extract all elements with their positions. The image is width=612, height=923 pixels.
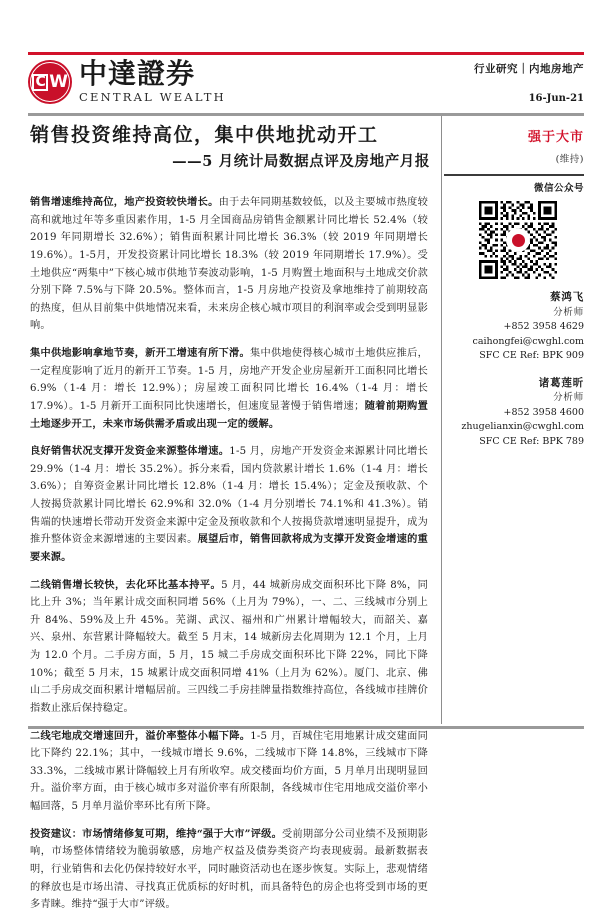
paragraph-text: 5 月，44 城新房成交面积环比下降 8%，同比上升 3%；当年累计成交面积同增 56%（上月为 79%），一、二、三线城市分别上升 84%、59%及上升 45%。芜湖、武汉、福州和广州累计增幅较大，而韶关、嘉兴、泉州、东营累计降幅较大。截至 5 月末，14 城新房去化周期为 12.1 个月，上月为 12.0 个月。二手房方面，5 月，15 城二手房成交面积环比下降 22%，同比下降 10%；截至 5 月末，15 城累计成交面积同增 41%（上月为 62%）。厦门、北京、佛山二手房成交面积累计增幅居前。三四线二手房挂牌量指数维持高位，各线城市挂牌价指数止涨后保持稳定。 <box>30 579 428 714</box>
body-paragraph <box>30 577 428 718</box>
qr-code-wrap <box>452 201 584 279</box>
rating-note: (维持) <box>555 154 584 165</box>
analyst-phone[interactable]: +852 3958 4600 <box>503 406 584 418</box>
body-paragraph <box>30 194 428 335</box>
brand-name-cn: 中達證券 <box>79 57 196 90</box>
paragraph-text: 受前期部分公司业绩不及预期影响，市场整体情绪较为脆弱敏感，房地产权益及债券类资产均表现疲弱。最新数据表明，行业销售和去化仍保持较好水平，同时融资活动也在逐步恢复。实际上，悲观情绪的释放也是市场出清、寻找真正优质标的好时机，而具备特色的房企也将受到市场的更多青睐。维持“强于大市”评级。 <box>30 828 428 911</box>
paragraph-text: 集中供地使得核心城市土地供应推后，一定程度影响了近月的新开工节奏。1-5 月，房地产开发企业房屋新开工面积同比增长 6.9%（1-4 月：增长 12.9%）；房屋竣工面积同比增长 16.4%（1-4 月：增长 17.9%）。1-5 月新开工面积同比快速增长，但速度显著慢于销售增速； <box>30 348 428 412</box>
analyst-card <box>452 377 584 449</box>
report-date: 16-Jun-21 <box>528 93 584 104</box>
paragraph-tail: 随着前期购置土地逐步开工，未来市场供需矛盾或出现一定的缓解。 <box>30 399 429 430</box>
body-paragraph <box>30 728 428 816</box>
qr-center-logo <box>506 228 530 252</box>
sector-breadcrumb: 行业研究｜内地房地产 <box>474 63 584 75</box>
paragraph-text: 1-5 月，百城住宅用地累计成交建面同比下降约 22.1%；其中，一线城市增长 9.6%，二线城市下降 14.8%，三线城市下降 33.3%，二线城市累计降幅较上月有所收窄。成交楼面均价方面，5 月单月出现明显回升。溢价率方面，由于核心城市多对溢价率有所限制，各线城市住宅用地成交溢价率小幅回落，5 月单月溢价率环比有所下降。 <box>30 730 428 812</box>
body-column <box>30 184 428 923</box>
paragraph-lead: 二线销售增长较快，去化环比基本持平。 <box>30 578 222 591</box>
analyst-email[interactable]: zhugelianxin@cwghl.com <box>461 421 584 432</box>
paragraph-lead: 良好销售状况支撑开发资金来源整体增速。 <box>30 445 230 458</box>
top-red-rule <box>28 52 584 55</box>
masthead-divider <box>28 113 584 116</box>
analyst-name: 诸葛莲昕 <box>538 376 584 389</box>
paragraph-tail: 展望后市，销售回款将成为支撑开发资金增速的重要来源。 <box>30 533 429 563</box>
paragraph-lead: 销售增速维持高位，地产投资较快增长。 <box>30 196 219 209</box>
column-divider <box>441 116 442 724</box>
analyst-name: 蔡鸿飞 <box>550 291 584 303</box>
analyst-role: 分析师 <box>553 392 584 403</box>
brand-logo <box>28 59 226 104</box>
sidebar <box>452 180 584 448</box>
paragraph-lead: 二线宅地成交增速回升，溢价率整体小幅下降。 <box>30 729 251 742</box>
paragraph-text: 由于去年同期基数较低，以及主要城市热度较高和就地过年等多重因素作用，1-5 月全国商品房销售金额累计同比增长 52.4%（较 2019 年同期增长 32.6%）；销售面积累计同比增长 36.3%（较 2019 年同期增长 19.6%）。1-5月，开发投资累计同比增长 18.3%（较 2019 年同期增长 17.9%）。受土地供应“两集中”下核心城市供地节奏波动影响，1-5 月购置土地面积与土地成交价款分别下降 7.5%与下降 20.5%。整体而言，1-5 月房地产投资及拿地维持了前期较高的热度，但从目前集中供地情况来看，未来房企核心城市项目的利润率或会受到明显影响。 <box>30 197 428 332</box>
rating-block <box>444 126 584 165</box>
title-block <box>30 122 430 173</box>
analyst-phone[interactable]: +852 3958 4629 <box>503 321 584 332</box>
paragraph-lead: 集中供地影响拿地节奏，新开工增速有所下滑。 <box>30 347 250 360</box>
rating-value: 强于大市 <box>527 130 584 145</box>
analyst-sfc-ref: SFC CE Ref: BPK 789 <box>479 435 584 447</box>
masthead-meta <box>474 61 584 104</box>
rating-divider <box>444 174 584 176</box>
analyst-sfc-ref: SFC CE Ref: BPK 909 <box>479 350 584 361</box>
cw-logo-icon <box>28 60 72 104</box>
page-subtitle: ——5 月统计局数据点评及房地产月报 <box>172 153 430 170</box>
masthead <box>28 57 584 111</box>
paragraph-text: 1-5 月，房地产开发资金来源累计同比增长 29.9%（1-4 月：增长 35.2%）。拆分来看，国内贷款累计增长 1.6%（1-4 月：增长 3.6%）；自筹资金累计同比增长 12.8%（1-4 月：增长 15.4%）；定金及预收款、个人按揭贷款累计同比增长 62.9%和 32.0%（1-4 月分别增长 74.1%和 41.3%）。销售端的快速增长带动开发资金来源中定金及预收款和个人按揭贷款增速明显提升，成为推升整体资金来源增速的主要因素。 <box>30 446 428 546</box>
body-paragraph <box>30 826 428 914</box>
body-paragraph <box>30 443 428 566</box>
page-title: 销售投资维持高位，集中供地扰动开工 <box>30 124 379 146</box>
brand-text <box>79 59 226 104</box>
wechat-label: 微信公众号 <box>533 183 584 194</box>
analyst-email[interactable]: caihongfei@cwghl.com <box>472 335 584 347</box>
qr-center-dot <box>512 234 525 247</box>
bottom-divider <box>28 726 584 729</box>
wechat-qr-code-icon[interactable] <box>479 201 557 279</box>
analyst-card <box>452 291 584 363</box>
analyst-role: 分析师 <box>553 306 584 318</box>
logo-monogram: C W <box>28 60 72 104</box>
paragraph-lead: 投资建议：市场情绪修复可期，维持“强于大市”评级。 <box>30 827 283 840</box>
brand-name-en: CENTRAL WEALTH <box>79 90 226 104</box>
body-paragraph <box>30 345 428 433</box>
